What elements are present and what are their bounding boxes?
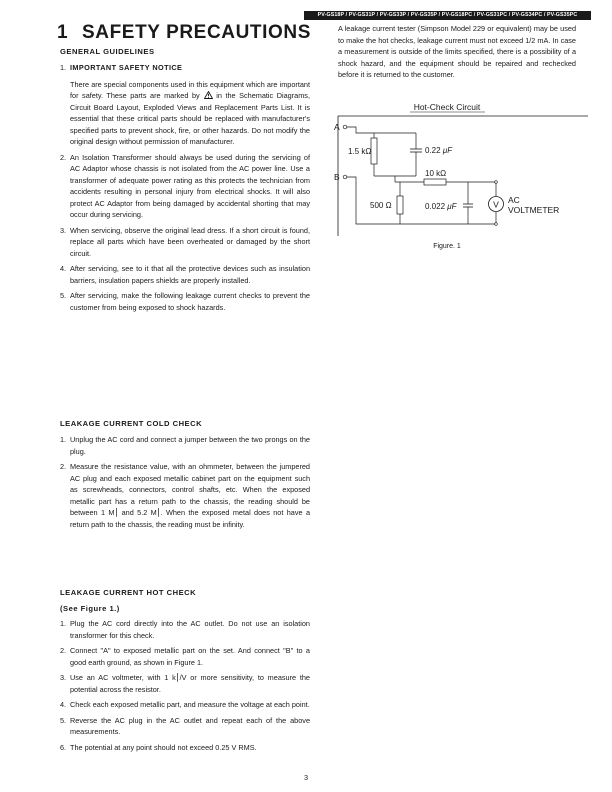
figure-caption: Figure. 1: [433, 243, 461, 250]
list-item: [60, 434, 310, 457]
point-b-label: B: [334, 172, 340, 182]
hot-check-heading: LEAKAGE CURRENT HOT CHECK: [60, 588, 197, 597]
ac-label: AC: [508, 195, 520, 205]
list-item-text: Unplug the AC cord and connect a jumper between the two prongs on the plug.: [70, 435, 310, 456]
warning-triangle-icon: [204, 91, 213, 99]
section-number: 1: [57, 22, 69, 43]
list-item-number: 1.: [60, 435, 67, 444]
safety-notice-text-pre: There are special components used in this equipment which are important for safety. These parts are marked by: [70, 79, 310, 100]
leakage-tester-paragraph: A leakage current tester (Simpson Model 229 or equivalent) may be used to make the hot checks, leakage current must not exceed 1/2 mA. In case a measurement is outside of the limits specified, there is a possibility of a shock hazard, and the equipment should be repaired and rechecked before it is returned to the customer.: [338, 24, 576, 79]
list-item-text: After servicing, make the following leakage current checks to prevent the customer from being exposed to shock hazards.: [70, 291, 310, 312]
list-item-number: 5.: [60, 291, 67, 300]
important-safety-notice-text: [70, 79, 310, 148]
circuit-title: Hot-Check Circuit: [413, 102, 481, 112]
resistor-1-5k: [371, 138, 377, 164]
list-item-text: Use an AC voltmeter, with 1 k⎮/V or more sensitivity, to measure the potential across the resistor.: [70, 673, 310, 694]
wire-a: [347, 127, 374, 138]
meter-terminal-bottom: [495, 223, 498, 226]
capacitor-0-22-label: [425, 146, 453, 155]
list-item-text: An Isolation Transformer should always be used during the servicing of AC Adaptor whose chassis is not isolated from the AC power line. Use a transformer of adequate power rating as this protects the technician from accidents resulting in personal injury from electrical shocks. It will also protect AC Adaptor from being damaged by accidental shorting that may occur during servicing.: [70, 152, 310, 219]
general-guidelines-list: [60, 62, 310, 313]
point-a-terminal: [343, 125, 347, 129]
list-item-text: Plug the AC cord directly into the AC outlet. Do not use an isolation transformer for this check.: [70, 619, 310, 640]
list-item-number: 6.: [60, 742, 67, 752]
list-item-text: Reverse the AC plug in the AC outlet and repeat each of the above measurements.: [70, 715, 310, 736]
meter-terminal-top: [495, 181, 498, 184]
cold-check-heading: LEAKAGE CURRENT COLD CHECK: [60, 419, 203, 428]
section-title: SAFETY PRECAUTIONS: [82, 22, 311, 43]
list-item: [60, 225, 310, 260]
capacitor-0-022-label: [425, 202, 458, 211]
important-safety-notice-heading: IMPORTANT SAFETY NOTICE: [70, 63, 183, 72]
page-title: [57, 22, 311, 44]
list-item-number: 3.: [60, 673, 67, 682]
list-item-number: 4.: [60, 700, 67, 709]
point-a-label: A: [334, 122, 340, 132]
resistor-10k-label: 10 kΩ: [425, 169, 447, 178]
list-item: [60, 715, 310, 738]
list-item-number: 4.: [60, 264, 67, 273]
list-item-text: After servicing, see to it that all the protective devices such as insulation barriers, insulation papers shields are properly installed.: [70, 264, 310, 285]
safety-notice-text-post: in the Schematic Diagrams, Circuit Board Layout, Exploded Views and Replacement Parts List. It is essential that these critical parts should be replaced with manufacturer's specified parts to prevent shock, fire, or other hazards. Do not modify the original design without permission of manufacturer.: [70, 91, 310, 146]
list-item: [60, 618, 310, 641]
resistor-500: [397, 196, 403, 214]
capacitor-0-022-unit: μF: [447, 202, 457, 211]
resistor-500-label: 500 Ω: [370, 201, 392, 210]
capacitor-0-22-value: 0.22: [425, 146, 441, 155]
page-number: 3: [303, 773, 309, 782]
capacitor-0-022-value: 0.022: [425, 202, 446, 211]
cold-check-list: [60, 434, 310, 530]
list-item: [60, 263, 310, 286]
voltmeter-label: VOLTMETER: [508, 205, 560, 215]
hot-check-circuit-diagram: [330, 96, 590, 256]
hot-check-subheading: (See Figure 1.): [60, 604, 120, 613]
list-item: [60, 742, 310, 754]
voltmeter-symbol: V: [493, 199, 499, 210]
list-item: [60, 152, 310, 221]
list-item-text: The potential at any point should not exceed 0.25 V RMS.: [70, 742, 257, 752]
general-guidelines-heading: GENERAL GUIDELINES: [60, 47, 155, 56]
list-item: [60, 645, 310, 668]
list-item: [60, 461, 310, 530]
model-list-header: PV-GS18P / PV-GS31P / PV-GS33P / PV-GS35P / PV-GS18PC / PV-GS31PC / PV-GS34PC / PV-GS35PC: [304, 11, 591, 20]
list-item-text: Check each exposed metallic part, and measure the voltage at each point.: [70, 700, 310, 709]
list-item-text: Measure the resistance value, with an ohmmeter, between the jumpered AC plug and each exposed metallic cabinet part on the equipment such as screwheads, connectors, control shafts, etc. When the exposed metallic part has a return path to the chassis, the reading should be between 1 M⎮ and 5.2 M⎮. When the exposed metal does not have a return path to the chassis, the reading must be infinity.: [70, 462, 310, 529]
hot-check-list: [60, 618, 310, 753]
list-item: [60, 672, 310, 695]
list-item: [60, 699, 310, 711]
capacitor-0-22-unit: μF: [442, 146, 453, 155]
list-item: [60, 62, 310, 148]
list-item-number: 2.: [60, 462, 67, 471]
list-item-text: When servicing, observe the original lead dress. If a short circuit is found, replace all parts which have been overheated or damaged by the short circuit.: [70, 225, 310, 258]
resistor-1-5k-label: 1.5 kΩ: [348, 147, 372, 156]
list-item-number: 1.: [60, 63, 67, 72]
list-item: [60, 290, 310, 313]
list-item-text: Connect "A" to exposed metallic part on the set. And connect "B" to a good earth ground, as shown in Figure 1.: [70, 646, 310, 667]
point-b-terminal: [343, 175, 347, 179]
list-item-number: 3.: [60, 225, 67, 235]
resistor-10k: [424, 179, 446, 185]
list-item-number: 1.: [60, 619, 67, 628]
list-item-number: 2.: [60, 152, 67, 162]
list-item-number: 5.: [60, 715, 67, 725]
list-item-number: 2.: [60, 646, 67, 655]
